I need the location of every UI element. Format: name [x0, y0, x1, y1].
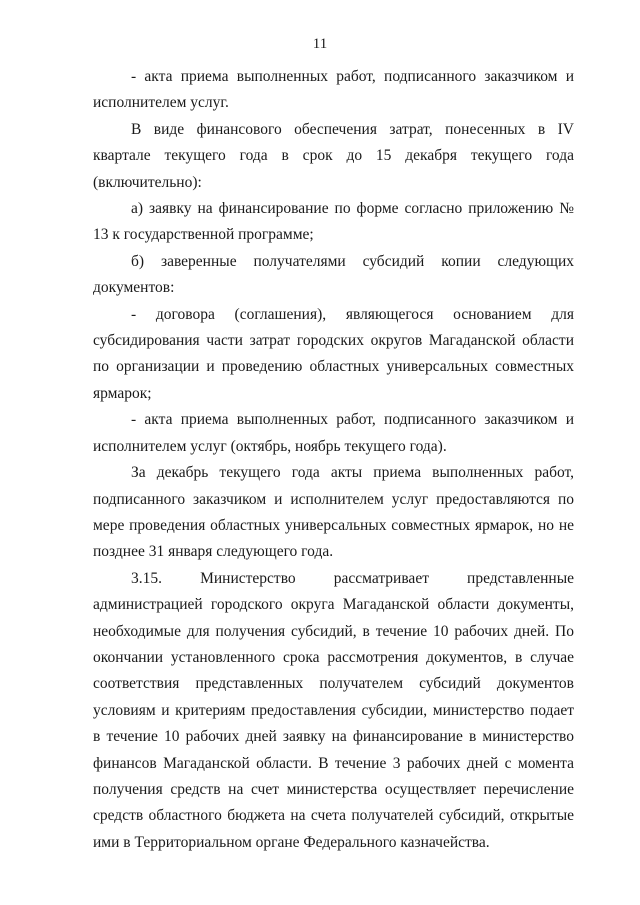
- document-body: [93, 64, 574, 856]
- paragraph-item-a: а) заявку на финансирование по форме согласно приложению № 13 к государственной программе;: [93, 200, 574, 244]
- paragraph-act-acceptance: - акта приема выполненных работ, подписанного заказчиком и исполнителем услуг.: [93, 68, 574, 112]
- paragraph-december: За декабрь текущего года акты приема выполненных работ, подписанного заказчиком и исполнителем услуг предоставляются по мере проведения областных универсальных совместных ярмарок, но не позднее 31 января следующего года.: [93, 464, 574, 561]
- page-number: 11: [312, 36, 328, 52]
- paragraph-contract: - договора (соглашения), являющегося основанием для субсидирования части затрат городских округов Магаданской области по организации и проведению областных универсальных совместных ярмарок;: [93, 305, 574, 402]
- paragraph-section-3-15: 3.15. Министерство рассматривает представленные администрацией городского округа Магаданской области документы, необходимые для получения субсидий, в течение 10 рабочих дней. По окончании установленного срока рассмотрения документов, в случае соответствия представленных получателем субсидий документов условиям и критериям предоставления субсидии, министерство подает в течение 10 рабочих дней заявку на финансирование в министерство финансов Магаданской области. В течение 3 рабочих дней с момента получения средств на счет министерства осуществляет перечисление средств областного бюджета на счета получателей субсидий, открытые ими в Территориальном органе Федерального казначейства.: [93, 569, 574, 851]
- paragraph-q4-financing: В виде финансового обеспечения затрат, понесенных в IV квартале текущего года в срок до 15 декабря текущего года (включительно):: [93, 120, 574, 191]
- paragraph-act-oct-nov: - акта приема выполненных работ, подписанного заказчиком и исполнителем услуг (октябрь, ноябрь текущего года).: [93, 411, 574, 455]
- paragraph-item-b: б) заверенные получателями субсидий копии следующих документов:: [93, 252, 574, 297]
